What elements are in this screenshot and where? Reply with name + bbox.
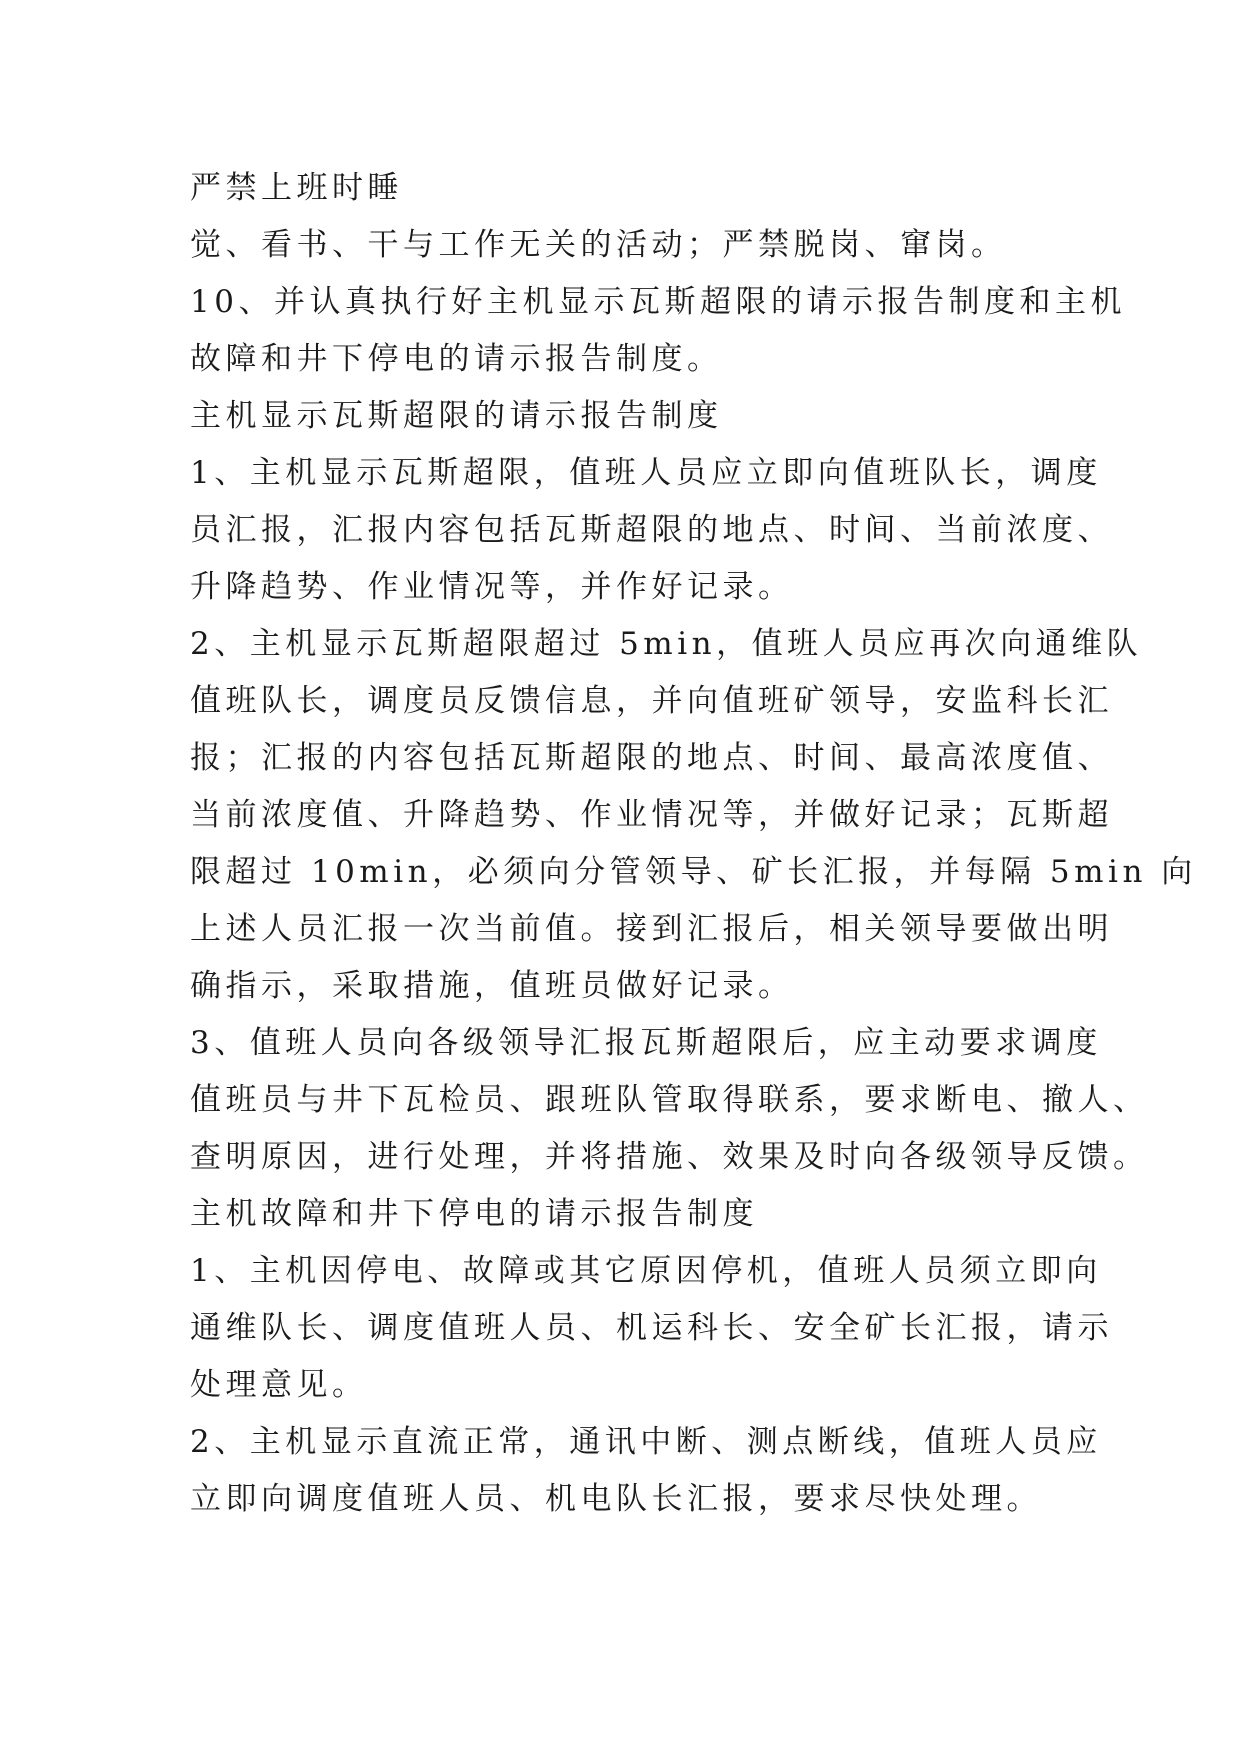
text-line: 值班队长，调度员反馈信息，并向值班矿领导，安监科长汇: [190, 683, 1113, 719]
text-line: 2、主机显示瓦斯超限超过 5min，值班人员应再次向通维队: [190, 626, 1143, 662]
text-line: 值班员与井下瓦检员、跟班队管取得联系，要求断电、撤人、: [190, 1082, 1149, 1118]
section-heading: 主机故障和井下停电的请示报告制度: [190, 1196, 758, 1232]
text-line: 当前浓度值、升降趋势、作业情况等，并做好记录；瓦斯超: [190, 797, 1113, 833]
text-line: 1、主机显示瓦斯超限，值班人员应立即向值班队长，调度: [190, 455, 1102, 491]
text-line: 1、主机因停电、故障或其它原因停机，值班人员须立即向: [190, 1253, 1102, 1289]
text-line: 觉、看书、干与工作无关的活动；严禁脱岗、窜岗。: [190, 227, 1007, 263]
text-line: 10、并认真执行好主机显示瓦斯超限的请示报告制度和主机: [190, 284, 1126, 320]
document-body: [190, 160, 1197, 1528]
text-line: 通维队长、调度值班人员、机运科长、安全矿长汇报，请示: [190, 1310, 1113, 1346]
text-line: 严禁上班时睡: [190, 170, 403, 206]
text-line: 立即向调度值班人员、机电队长汇报，要求尽快处理。: [190, 1481, 1042, 1517]
text-line: 3、值班人员向各级领导汇报瓦斯超限后，应主动要求调度: [190, 1025, 1102, 1061]
text-line: 升降趋势、作业情况等，并作好记录。: [190, 569, 794, 605]
text-line: 处理意见。: [190, 1367, 368, 1403]
text-line: 2、主机显示直流正常，通讯中断、测点断线，值班人员应: [190, 1424, 1102, 1460]
text-line: 查明原因，进行处理，并将措施、效果及时向各级领导反馈。: [190, 1139, 1149, 1175]
text-line: 限超过 10min，必须向分管领导、矿长汇报，并每隔 5min 向: [190, 854, 1197, 890]
section-heading: 主机显示瓦斯超限的请示报告制度: [190, 398, 723, 434]
text-line: 故障和井下停电的请示报告制度。: [190, 341, 723, 377]
text-line: 报；汇报的内容包括瓦斯超限的地点、时间、最高浓度值、: [190, 740, 1113, 776]
text-line: 确指示，采取措施，值班员做好记录。: [190, 968, 794, 1004]
text-line: 员汇报，汇报内容包括瓦斯超限的地点、时间、当前浓度、: [190, 512, 1113, 548]
text-line: 上述人员汇报一次当前值。接到汇报后，相关领导要做出明: [190, 911, 1113, 947]
